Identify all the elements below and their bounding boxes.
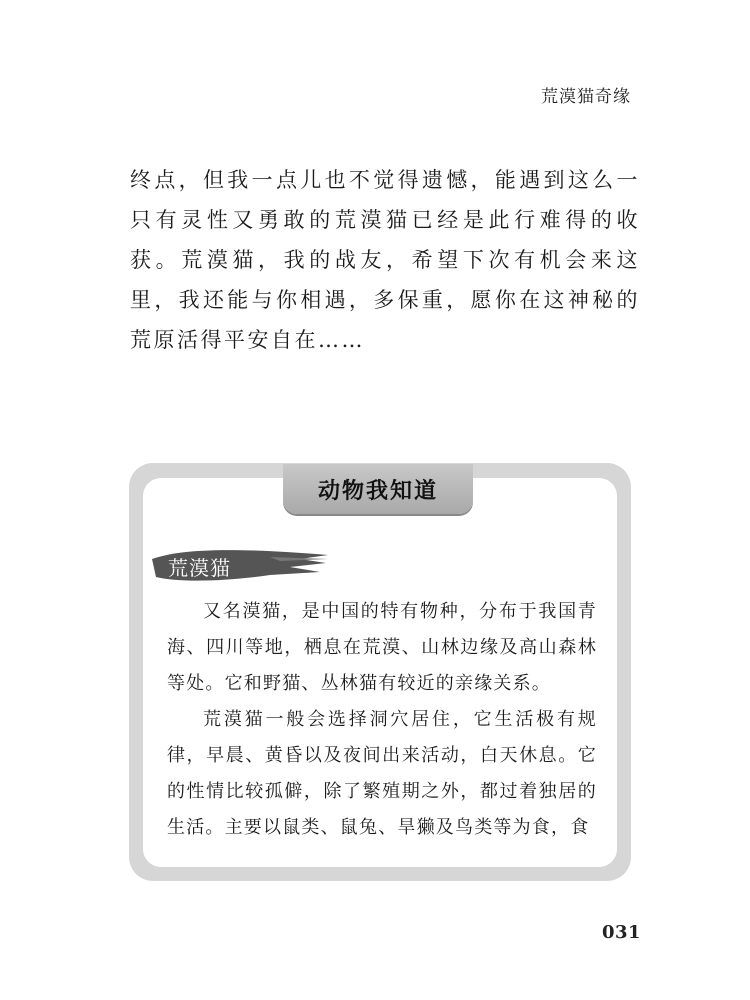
running-head-title: 荒漠猫奇缘 [541, 87, 631, 107]
story-paragraph: 终点，但我一点儿也不觉得遗憾，能遇到这么一只有灵性又勇敢的荒漠猫已经是此行难得的收获。荒漠猫，我的战友，希望下次有机会来这里，我还能与你相遇，多保重，愿你在这神秘的荒原活得平安自在…… [130, 168, 640, 352]
page-number: 031 [602, 922, 642, 943]
info-paragraph: 又名漠猫，是中国的特有物种，分布于我国青海、四川等地，栖息在荒漠、山林边缘及高山森林等处。它和野猫、丛林猫有较近的亲缘关系。 [167, 601, 597, 694]
subject-label: 荒漠猫 [168, 556, 231, 580]
info-box-text [167, 594, 597, 846]
info-box-banner [283, 464, 473, 514]
info-box-title: 动物我知道 [317, 479, 438, 504]
info-paragraph: 荒漠猫一般会选择洞穴居住，它生活极有规律，早晨、黄昏以及夜间出来活动，白天休息。它的性情比较孤僻，除了繁殖期之外，都过着独居的生活。主要以鼠类、鼠兔、旱獭及鸟类等为食，食 [167, 709, 597, 838]
